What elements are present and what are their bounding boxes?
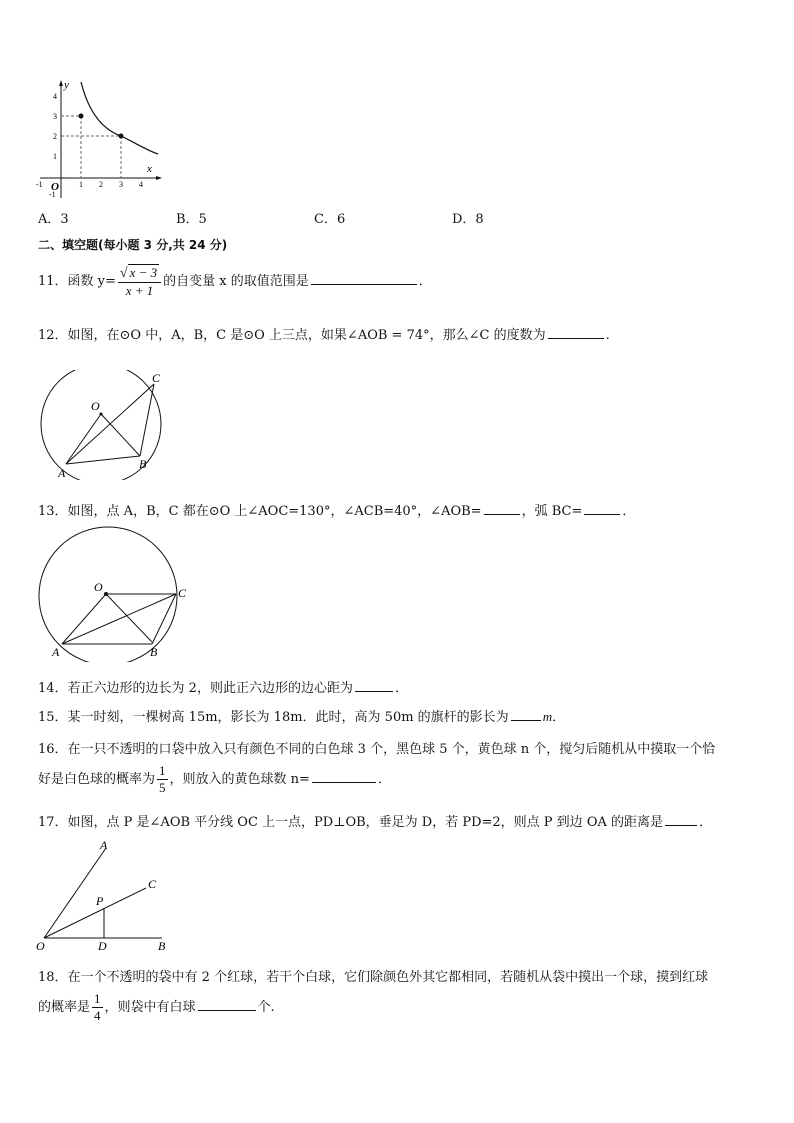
q17-label-d: D [98,939,107,953]
x-tick-2: 2 [99,180,103,189]
q18-answer-blank[interactable] [198,998,256,1011]
q14-text: 14．若正六边形的边长为 2，则此正六边形的边心距为 [38,681,353,696]
q17-answer-blank[interactable] [665,813,697,826]
q16-frac-num: 1 [159,763,166,778]
q17-label-o: O [36,939,45,953]
q17-end: ． [699,815,713,830]
q12-label-o: O [91,399,100,413]
q14-answer-blank[interactable] [355,679,393,692]
q16-suffix: ，则放入的黄色球数 n= [169,772,310,787]
y-tick-3: 3 [53,112,57,121]
question-16-line2 [38,763,391,796]
q16-answer-blank[interactable] [312,770,376,783]
q11-answer-blank[interactable] [311,272,417,285]
q11-fraction: $\frac{√ x - 3}{x + 1}$ [118,264,161,299]
q11-denominator: x + 1 [125,283,154,298]
q13-part1: 13．如图，点 A，B，C 都在⊙O 上∠AOC=130°，∠ACB=40°，∠AOB= [38,504,482,519]
y-tick-neg1: -1 [49,190,56,199]
option-d: D．8 [452,212,484,227]
question-18-line1: 18．在一个不透明的袋中有 2 个红球，若干个白球，它们除颜色外其它都相同，若随机从袋中摸出一个球，摸到红球 [38,970,709,985]
x-tick-3: 3 [119,180,123,189]
q18-frac-den: 4 [94,1008,101,1023]
q18-suffix: ，则袋中有白球 [104,1000,196,1015]
q17-label-a: A [100,838,108,852]
question-14 [38,677,408,696]
q13-figure [32,524,192,662]
q12-text: 12．如图，在⊙O 中，A，B，C 是⊙O 上三点，如果∠AOB = 74°，那么∠C 的度数为 [38,328,546,343]
q18-frac-num: 1 [94,991,101,1006]
q16-fraction [157,763,168,796]
q15-unit: m [542,709,553,724]
q17-label-c: C [148,877,157,891]
q16-end: ． [377,772,391,787]
q17-text: 17．如图，点 P 是∠AOB 平分线 OC 上一点，PD⊥OB，垂足为 D，若 PD=2，则点 P 到边 OA 的距离是 [38,815,663,830]
point-1-3 [79,114,84,119]
y-tick-4: 4 [53,92,57,101]
q12-end: . [605,328,610,343]
q15-text: 15．某一时刻，一棵树高 15m，影长为 18m．此时，高为 50m 的旗杆的影长为 [38,710,509,725]
q11-suffix: 的自变量 x 的取值范围是 [163,274,309,289]
x-tick-1: 1 [79,180,83,189]
question-12 [38,324,610,343]
question-18-line2 [38,991,275,1024]
x-tick-neg1: -1 [36,180,43,189]
q17-label-p: P [96,894,104,908]
q12-label-b: B [139,457,147,471]
q13-label-a: A [52,645,60,659]
q11-sqrt-expr: x − 3 [129,265,158,280]
x-axis-label: x [147,163,152,175]
q17-figure [34,838,174,954]
origin-label: O [51,181,59,193]
q13-label-c: C [178,586,187,600]
q13-blank-arc-bc[interactable] [584,502,620,515]
q12-label-a: A [58,466,66,480]
q13-blank-aob[interactable] [484,502,520,515]
y-tick-1: 1 [53,152,57,161]
y-axis-label: y [64,79,69,91]
q18-fraction [92,991,103,1024]
option-a: A．3 [38,212,69,227]
option-c: C．6 [314,212,346,227]
q16-prefix: 好是白色球的概率为 [38,772,156,787]
question-11 [38,264,432,299]
question-16-line1: 16．在一只不透明的口袋中放入只有颜色不同的白色球 3 个，黑色球 5 个，黄色球 n 个，搅匀后随机从中摸取一个恰 [38,742,716,757]
x-tick-4: 4 [139,180,143,189]
q12-answer-blank[interactable] [548,326,604,339]
hyperbola-curve [81,82,158,154]
q14-end: ． [394,681,408,696]
q10-graph [34,78,164,202]
question-17 [38,811,712,830]
q12-label-c: C [152,371,161,385]
q13-part2: ，弧 BC= [521,504,583,519]
q17-label-b: B [158,939,166,953]
q11-end: ． [418,274,432,289]
q12-figure [36,370,170,480]
q16-frac-den: 5 [159,780,166,795]
point-3-2 [119,134,124,139]
q13-end: ． [622,504,636,519]
question-15 [38,706,565,725]
question-13 [38,500,635,519]
q18-end: 个. [257,1000,275,1015]
q13-label-b: B [150,645,158,659]
q18-prefix: 的概率是 [38,1000,91,1015]
q13-label-o: O [94,580,103,594]
q11-prefix: 11．函数 y= [38,274,116,289]
q15-end: ． [552,710,566,725]
y-tick-2: 2 [53,132,57,141]
option-b: B．5 [176,212,207,227]
q15-answer-blank[interactable] [511,708,541,721]
section-heading: 二、填空题(每小题 3 分,共 24 分) [38,238,228,252]
